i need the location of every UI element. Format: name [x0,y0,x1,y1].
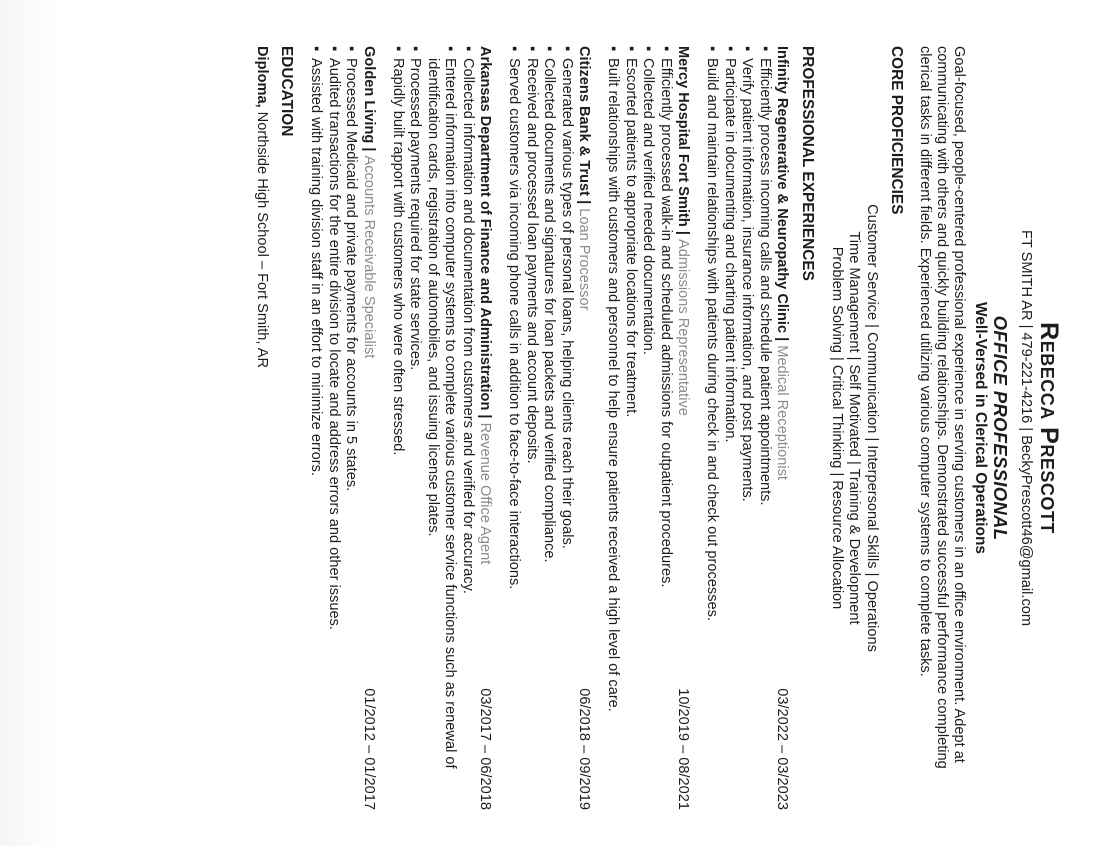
bullet-item: ▪ Escorted patients to appropriate locations for treatment. [621,46,638,810]
skills-block [828,46,880,810]
bullet-item: ▪ Rapidly built rapport with customers who were often stressed. [389,46,406,810]
skills-line: Time Management | Self Motivated | Training & Development [846,231,863,625]
experience-heading: PROFESSIONAL EXPERIENCES [798,46,816,281]
job-entry [604,46,691,810]
bullet-item: ▪ Efficiently process incoming calls and schedule patient appointments. [755,46,772,810]
job-employer: Infinity Regenerative & Neuropathy Clinic [774,46,791,334]
job-separator: | [774,333,791,346]
bullet-item: ▪ Built relationships with customers and personnel to help ensure patients received a high level of care. [604,46,621,810]
job-role: Revenue Office Agent [477,422,494,565]
job-entry [505,46,592,810]
job-title [575,46,592,310]
bullet-item: ▪ Verify patient information, insurance information, and post payments. [738,46,755,810]
job-separator: | [360,143,377,156]
job-title [773,46,790,480]
job-bullets [604,46,674,810]
bullet-item: ▪ Processed payments required for state services. [406,46,423,810]
job-bullets [703,46,773,810]
scan-shading [0,0,60,846]
job-title [476,46,493,564]
job-dates: 10/2019 – 08/2021 [675,688,692,810]
job-employer: Mercy Hospital Fort Smith [675,46,692,227]
bullet-item: ▪ Build and maintain relationships with patients during check in and check out processes. [703,46,720,810]
job-header [773,46,790,810]
skills-line: Customer Service | Communication | Interpersonal Skills | Operations [863,204,880,652]
core-proficiencies-heading: CORE PROFICIENCIES [888,46,906,215]
job-entry [389,46,493,810]
job-dates: 03/2022 – 03/2023 [774,688,791,810]
education-degree: Diploma, [253,46,270,108]
job-employer: Citizens Bank & Trust [576,46,593,197]
job-bullets [389,46,476,810]
job-role: Loan Processor [576,208,593,311]
bullet-item: ▪ Generated various types of personal loans, helping clients reach their goals. [557,46,574,810]
candidate-name: Rebecca Prescott [1035,322,1063,534]
job-title [359,46,376,358]
subheadline: Well-Versed in Clerical Operations [971,301,989,555]
bullet-item: ▪ Entered information into computer systems to complete various customer service functions such as renewal of identification cards, registration of automobiles, and issuing license plates. [423,46,458,810]
bullet-item: ▪ Audited transactions for the entire division to locate and address errors and other issues. [324,46,341,810]
job-dates: 01/2012 – 01/2017 [360,688,377,810]
bullet-item: ▪ Collected information and documentation from customers and verified for accuracy. [458,46,475,810]
education-school: Northside High School – Fort Smith, AR [253,107,270,368]
job-header [359,46,376,810]
job-dates: 06/2018 – 09/2019 [576,688,593,810]
job-employer: Arkansas Department of Finance and Administration [477,46,494,411]
job-bullets [505,46,575,810]
job-header [674,46,691,810]
job-title [674,46,691,416]
bullet-item: ▪ Collected and verified needed documentation. [639,46,656,810]
summary-paragraph: Goal-focused, people-centered professional experience in serving customers in an office environment. Adept at communicating with others and quickly building relationships. Demonstrated successful performance completing clerical tasks in different fields. Experienced utilizing various computer systems to complete tasks. [916,46,968,769]
bullet-item: ▪ Collected documents and signatures for loan packets and verified compliance. [540,46,557,810]
bullet-item: ▪ Received and processed loan payments and account deposits. [522,46,539,810]
skills-line: Problem Solving | Critical Thinking | Resource Allocation [828,246,845,610]
bullet-item: ▪ Assisted with training division staff in an effort to minimize errors. [307,46,324,810]
job-separator: | [675,226,692,240]
contact-line: FT SMITH AR | 479-221-4216 | BeckyPrescott46@gmail.com [1017,229,1034,627]
job-entry [703,46,790,810]
job-bullets [307,46,359,810]
job-employer: Golden Living [360,46,377,144]
job-separator: | [576,196,593,209]
job-role: Admissions Representative [675,239,692,416]
bullet-item: ▪ Participate in documenting and charting patient information. [721,46,738,810]
job-role: Medical Receptionist [774,345,791,480]
job-header [476,46,493,810]
headline: OFFICE PROFESSIONAL [990,315,1012,541]
job-dates: 03/2017 – 06/2018 [477,688,494,810]
bullet-item: ▪ Efficiently processed walk-in and scheduled admissions for outpatient procedures. [656,46,673,810]
job-role: Accounts Receivable Specialist [360,155,377,359]
job-header [575,46,592,810]
education-heading: EDUCATION [277,46,295,137]
education-entry [252,46,269,810]
bullet-item: ▪ Served customers via incoming phone calls in addition to face-to-face interactions. [505,46,522,810]
bullet-item: ▪ Processed Medicaid and private payments for accounts in 5 states. [342,46,359,810]
job-entry [307,46,377,810]
job-separator: | [477,410,494,423]
